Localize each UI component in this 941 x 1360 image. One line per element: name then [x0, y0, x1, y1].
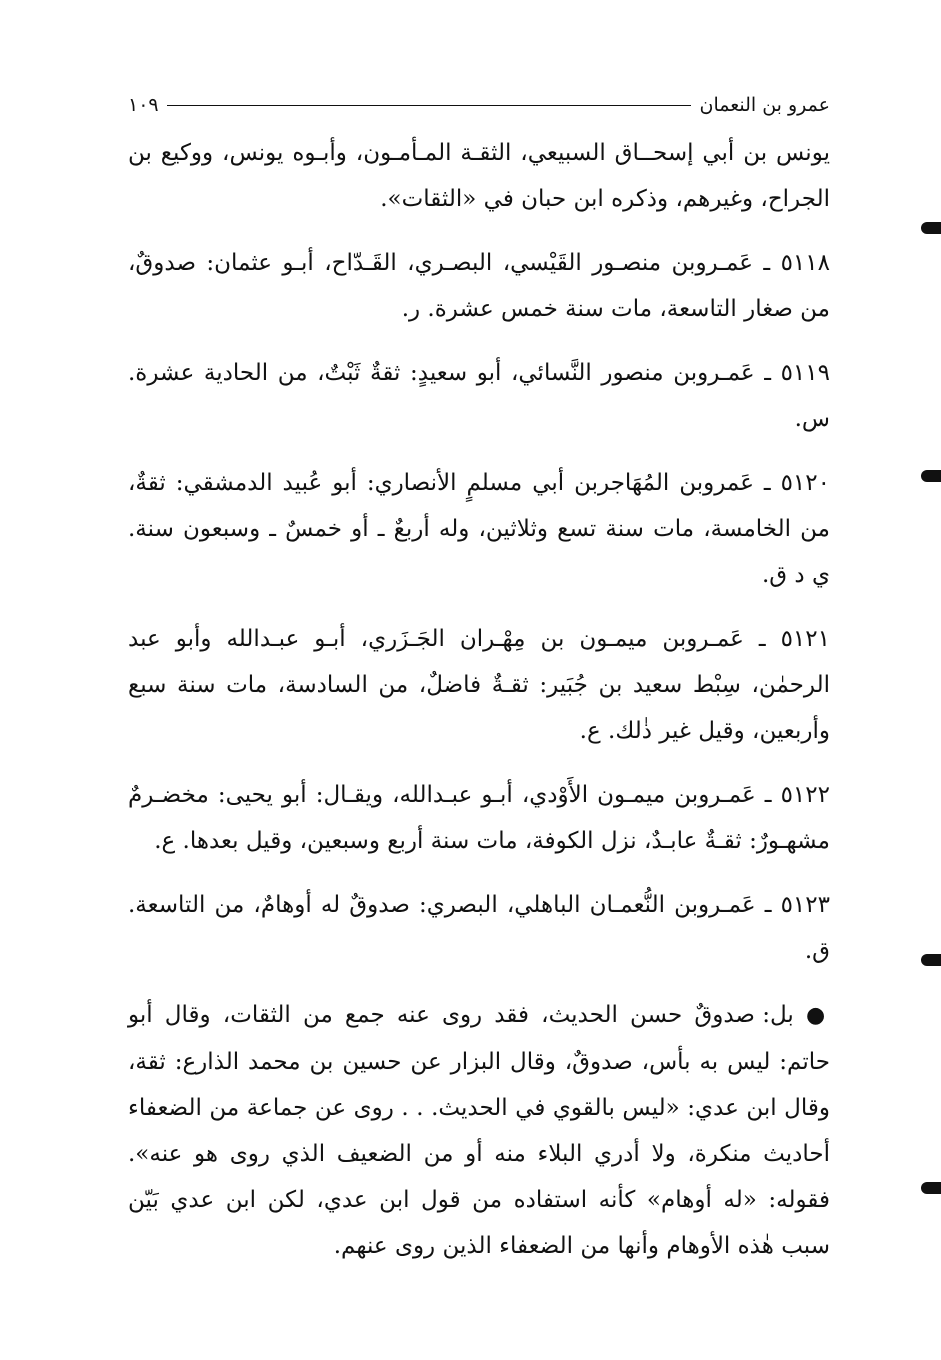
page-number: ١٠٩	[128, 94, 159, 116]
page-edge-mark	[921, 1182, 941, 1194]
running-header	[128, 88, 830, 122]
entry-5122: ٥١٢٢ ـ عَمـروبن ميمـون الأَوْدي، أبـو عبـدالله، ويقـال: أبو يحيى: مخضـرمٌ مشهـورٌ: ثقـةٌ عابـدٌ، نزل الكوفة، مات سنة أربع وسبعين، وقيل بعدها. ع.	[128, 782, 830, 854]
page-edge-mark	[921, 222, 941, 234]
header-rule	[167, 105, 692, 106]
entry-5119: ٥١١٩ ـ عَمـروبن منصور النَّسائي، أبو سعيدٍ: ثقةٌ ثَبْتٌ، من الحادية عشرة. س.	[128, 360, 830, 432]
commentary-text: بل: صدوقٌ حسن الحديث، فقد روى عنه جمع من الثقات، وقال أبو حاتم: ليس به بأس، صدوقٌ، وقال البزار عن حسين بن محمد الذارع: ثقة، وقال ابن عدي: «ليس بالقوي في الحديث. . . روى عن جماعة من الضعفاء أحاديث منكرة، ولا أدري البلاء منه أو من الضعيف الذي روى هو عنه». فقوله: «له أوهام» كأنه استفاده من قول ابن عدي، لكن ابن عدي بَيّن سبب هٰذه الأوهام وأنها من الضعفاء الذين روى عنهم.	[128, 1002, 830, 1259]
bullet-icon: ●	[805, 1003, 830, 1028]
commentary-paragraph	[128, 992, 830, 1269]
page-edge-mark	[921, 470, 941, 482]
running-title: عمرو بن النعمان	[699, 94, 830, 116]
entry-5123: ٥١٢٣ ـ عَمـروبن النُّعمـان الباهلي، البصري: صدوقٌ له أوهامٌ، من التاسعة. ق.	[128, 892, 830, 964]
entry-5120: ٥١٢٠ ـ عَمروبن المُهَاجربن أبي مسلمٍ الأنصاري: أبو عُبيد الدمشقي: ثقةٌ، من الخامسة، مات سنة تسع وثلاثين، وله أربعٌ ـ أو خمسٌ ـ وسبعون سنة. ي د ق.	[128, 470, 830, 588]
entry-5118: ٥١١٨ ـ عَمـروبن منصـور القَيْسي، البصـري، القَـدّاح، أبـو عثمان: صدوقٌ، من صغار التاسعة، مات سنة خمس عشرة. ر.	[128, 250, 830, 322]
entry-5121: ٥١٢١ ـ عَمـروبن ميمـون بن مِهْـران الجَـزَري، أبـو عبـدالله وأبو عبد الرحمٰن، سِبْط سعيد بن جُبَير: ثقـةٌ فاضلٌ، من السادسة، مات سنة سبع وأربعين، وقيل غير ذٰلك. ع.	[128, 626, 830, 744]
page-edge-mark	[921, 954, 941, 966]
book-page	[128, 88, 830, 1287]
entry-continuation: يونس بن أبي إسحــاق السبيعي، الثقـة المـأمـون، وأبـوه يونس، ووكيع بن الجراح، وغيرهم، وذكره ابن حبان في «الثقات».	[128, 140, 830, 212]
